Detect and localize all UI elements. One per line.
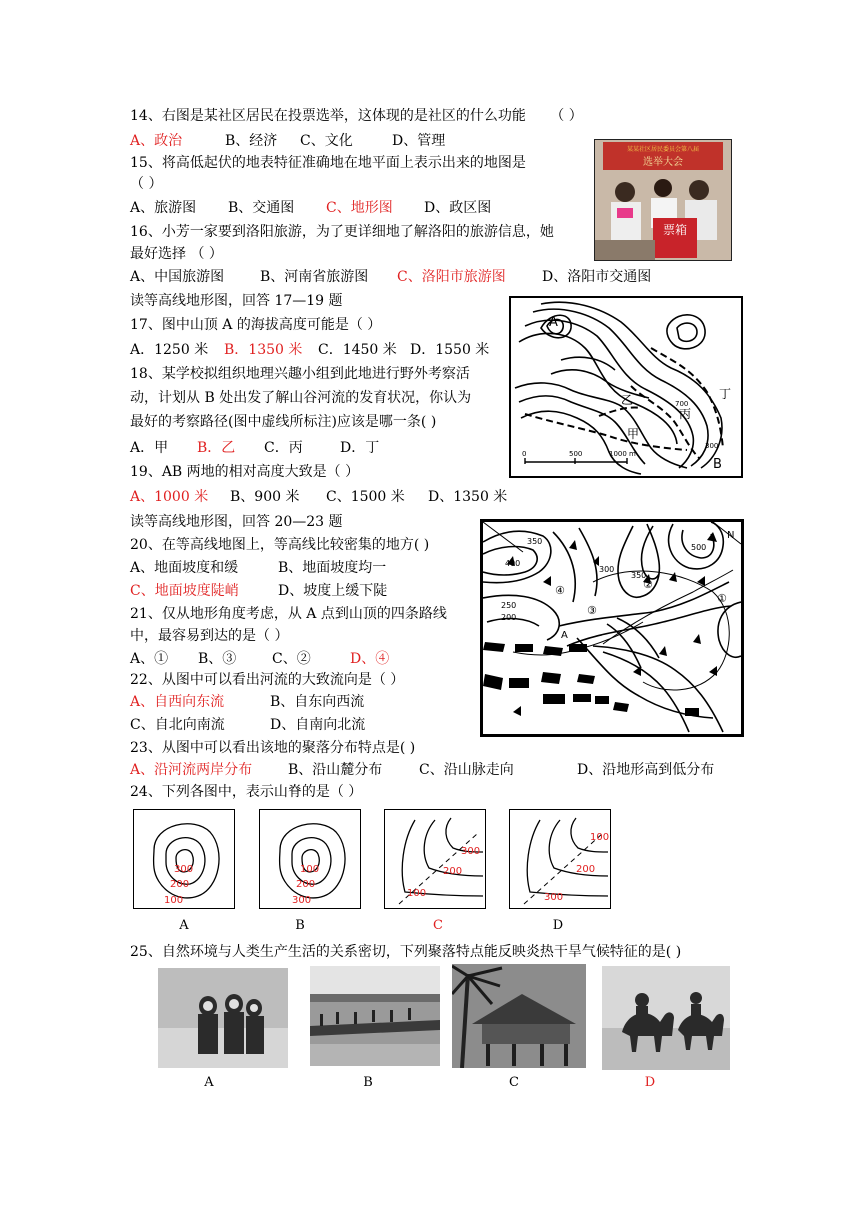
photo-b-river-boat	[310, 966, 440, 1066]
q16-option-b: B、河南省旅游图	[260, 269, 369, 285]
q22-options-row2	[130, 715, 365, 735]
q19-option-a: A、1000 米	[130, 489, 209, 505]
q17-option-c: C．1450 米	[318, 342, 397, 358]
map2-contour-500: 500	[691, 543, 707, 552]
map2-route-2: ②	[643, 578, 653, 591]
q21-option-d: D、④	[350, 651, 390, 667]
q16-option-c: C、洛阳市旅游图	[397, 269, 506, 285]
q14-paren: （ ）	[550, 108, 583, 124]
map2-contour-250: 250	[501, 601, 517, 610]
q18-line1: 18、某学校拟组织地理兴趣小组到此地进行野外考察活	[130, 366, 470, 382]
map2-point-a: A	[561, 630, 568, 641]
q21-option-a: A、①	[130, 651, 169, 667]
q22-option-a: A、自西向东流	[130, 694, 225, 710]
q21-line1: 21、仅从地形角度考虑，从 A 点到山顶的四条路线	[130, 606, 447, 622]
q14-stem	[130, 106, 583, 126]
map2-route-1: ①	[717, 592, 727, 605]
q23-option-c: C、沿山脉走向	[419, 762, 514, 778]
q20-option-a: A、地面坡度和缓	[130, 560, 239, 576]
q24-stem: 24、下列各图中，表示山脊的是（ ）	[130, 784, 363, 800]
q19-stem: 19、AB 两地的相对高度大致是（ ）	[130, 464, 360, 480]
q14-options	[130, 131, 445, 151]
photo-c-stilt-house	[452, 964, 586, 1068]
q19-option-c: C、1500 米	[326, 489, 405, 505]
q20-options-row1	[130, 558, 386, 578]
scale-500: 500	[569, 450, 583, 458]
q20-stem: 20、在等高线地图上，等高线比较密集的地方( )	[130, 537, 430, 553]
fig-c-label-1: 300	[461, 846, 481, 857]
q24-figure-a	[133, 809, 235, 909]
fig-b-label-2: 200	[296, 879, 316, 890]
q23-option-b: B、沿山麓分布	[288, 762, 383, 778]
q14-option-d: D、管理	[392, 133, 446, 149]
contour-map-2	[480, 519, 744, 737]
q18-option-c: C．丙	[264, 440, 303, 456]
q25-stem: 25、自然环境与人类生产生活的关系密切，下列聚落特点能反映炎热干旱气候特征的是( )	[130, 944, 682, 960]
map1-label-yi: 乙	[621, 393, 634, 407]
q14-text: 14、右图是某社区居民在投票选举，这体现的是社区的什么功能	[130, 108, 526, 124]
q20-options-row2	[130, 581, 387, 601]
map2-contour-400: 400	[505, 559, 521, 568]
q14-option-a: A、政治	[130, 133, 183, 149]
map2-contour-350b: 350	[631, 571, 647, 580]
q20-option-d: D、坡度上缓下陡	[278, 583, 388, 599]
q23-options	[130, 760, 714, 780]
fig-a-label-1: 300	[174, 864, 194, 875]
map2-route-3: ③	[587, 604, 597, 617]
read-instruction-1: 读等高线地形图，回答 17—19 题	[130, 293, 343, 309]
q16-line1: 16、小芳一家要到洛阳旅游，为了更详细地了解洛阳的旅游信息，她	[130, 224, 554, 240]
q19-option-d: D、1350 米	[428, 489, 508, 505]
q14-option-c: C、文化	[300, 133, 353, 149]
photo-d-desert-camels	[602, 966, 730, 1070]
q23-option-d: D、沿地形高到低分布	[577, 762, 715, 778]
fig-a-caption: A	[179, 918, 189, 933]
q21-options	[130, 649, 389, 669]
map2-contour-350a: 350	[527, 537, 543, 546]
photo-d-caption: D	[644, 1075, 656, 1090]
q18-option-d: D．丁	[340, 440, 380, 456]
q24-figure-c	[384, 809, 486, 909]
scale-1000: 1000 m	[609, 450, 636, 458]
q15-paren: （ ）	[130, 176, 163, 192]
q22-options-row1	[130, 692, 364, 712]
fig-d-label-2: 200	[576, 864, 596, 875]
fig-a-label-2: 200	[170, 879, 190, 890]
fig-d-label-3: 300	[544, 892, 564, 903]
q18-line2: 动，计划从 B 处出发了解山谷河流的发育状况，你认为	[130, 390, 472, 406]
q18-options	[130, 438, 379, 458]
photo-a-caption: A	[204, 1075, 214, 1090]
map1-label-jia: 甲	[627, 427, 640, 441]
q19-option-b: B、900 米	[230, 489, 300, 505]
map1-label-ding: 丁	[719, 387, 732, 401]
map1-contour-700: 700	[675, 400, 689, 408]
q15-option-a: A、旅游图	[130, 200, 197, 216]
map2-contour-200: 200	[501, 613, 517, 622]
map1-label-bing: 丙	[679, 407, 692, 421]
fig-d-caption: D	[552, 918, 564, 933]
fig-c-label-2: 200	[443, 866, 463, 877]
q24-figure-d	[509, 809, 611, 909]
q21-option-b: B、③	[198, 651, 237, 667]
fig-b-caption: B	[295, 918, 305, 933]
q24-figure-b	[259, 809, 361, 909]
q22-stem: 22、从图中可以看出河流的大致流向是（ ）	[130, 672, 405, 688]
q17-option-d: D．1550 米	[410, 342, 490, 358]
q20-option-b: B、地面坡度均一	[278, 560, 387, 576]
q23-stem: 23、从图中可以看出该地的聚落分布特点是( )	[130, 740, 416, 756]
q18-option-b: B．乙	[197, 440, 236, 456]
q17-option-a: A．1250 米	[130, 342, 209, 358]
q16-option-d: D、洛阳市交通图	[542, 269, 652, 285]
q15-options	[130, 198, 491, 218]
map2-contour-300: 300	[599, 565, 615, 574]
ballot-box-text: 票箱	[662, 223, 688, 237]
q15-stem: 15、将高低起伏的地表特征准确地在地平面上表示出来的地图是	[130, 155, 526, 171]
map1-label-a: A	[549, 315, 558, 330]
voting-photo	[594, 139, 732, 261]
q17-options	[130, 340, 489, 360]
map2-route-4: ④	[555, 584, 565, 597]
q22-option-c: C、自北向南流	[130, 717, 225, 733]
scale-0: 0	[522, 450, 527, 458]
q20-option-c: C、地面坡度陡峭	[130, 583, 239, 599]
contour-map-1	[509, 296, 743, 478]
q22-option-b: B、自东向西流	[270, 694, 365, 710]
map1-contour-300: 300	[705, 442, 719, 450]
q18-option-a: A．甲	[130, 440, 169, 456]
q18-line3: 最好的考察路径(图中虚线所标注)应该是哪一条( )	[130, 414, 437, 430]
q14-option-b: B、经济	[225, 133, 278, 149]
map1-label-b: B	[713, 457, 722, 472]
photo-c-caption: C	[509, 1075, 519, 1090]
fig-b-label-1: 100	[300, 864, 320, 875]
photo-b-caption: B	[363, 1075, 373, 1090]
banner-text: 选举大会	[643, 157, 683, 168]
q23-option-a: A、沿河流两岸分布	[130, 762, 253, 778]
q21-line2: 中，最容易到达的是（ ）	[130, 628, 289, 644]
q17-stem: 17、图中山顶 A 的海拔高度可能是（ ）	[130, 317, 382, 333]
fig-c-caption: C	[433, 918, 443, 933]
fig-d-label-1: 100	[590, 832, 610, 843]
photo-a-polar-settlement	[158, 968, 288, 1068]
q21-option-c: C、②	[272, 651, 311, 667]
read-instruction-2: 读等高线地形图，回答 20—23 题	[130, 514, 343, 530]
fig-b-label-3: 300	[292, 895, 312, 906]
fig-a-label-3: 100	[164, 895, 184, 906]
svg-text:某某社区居民委员会第八届: 某某社区居民委员会第八届	[626, 146, 700, 153]
q15-option-c: C、地形图	[326, 200, 393, 216]
fig-c-label-3: 100	[407, 888, 427, 899]
q15-option-b: B、交通图	[228, 200, 295, 216]
q22-option-d: D、自南向北流	[270, 717, 366, 733]
q16-option-a: A、中国旅游图	[130, 269, 225, 285]
q17-option-b: B．1350 米	[224, 342, 303, 358]
map2-north: N	[727, 530, 735, 541]
q15-option-d: D、政区图	[424, 200, 492, 216]
q16-line2: 最好选择 （ ）	[130, 246, 223, 262]
q19-options	[130, 487, 507, 507]
q16-options	[130, 267, 651, 287]
